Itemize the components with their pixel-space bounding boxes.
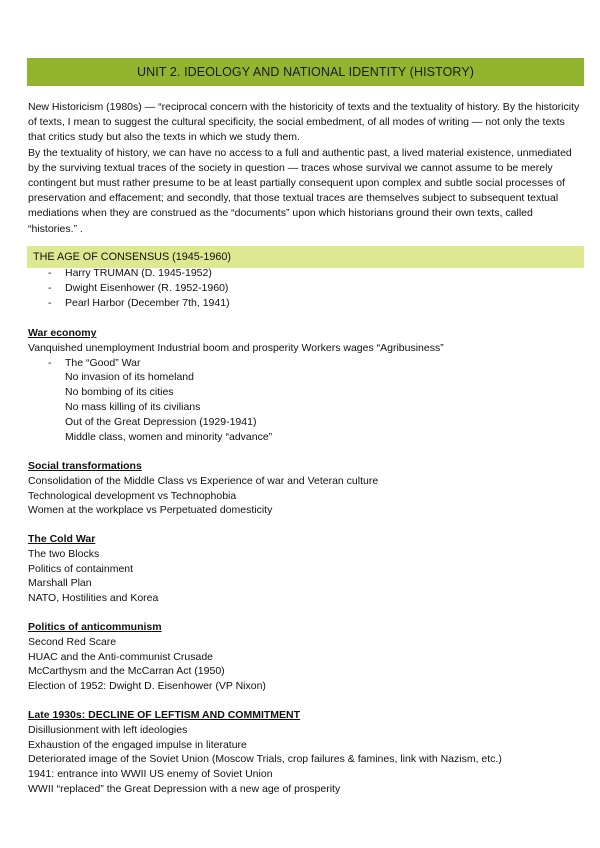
text-line: The two Blocks <box>28 547 100 560</box>
intro-paragraph: By the textuality of history, we can have no access to a full and authentic past, a lived material existence, unmediated by the surviving textual traces of the society in question — traces whose survival we cannot assume to be merely contingent but must rather presume to be at least partially consequent upon complex and subtle social processes of preservation and effacement; and secondly, that those textual traces are themselves subject to subsequent textual mediations when they are construed as the “documents” upon which historians ground their own texts, called “histories.” . <box>28 146 572 235</box>
text-line: Second Red Scare <box>28 635 117 648</box>
intro-text <box>28 100 584 237</box>
cold-war-section <box>28 532 584 606</box>
list-item: - The “Good” War <box>28 356 584 371</box>
text-line: Consolidation of the Middle Class vs Experience of war and Veteran culture <box>28 474 379 487</box>
text-line: WWII “replaced” the Great Depression with a new age of prosperity <box>28 782 341 795</box>
text-line: Election of 1952: Dwight D. Eisenhower (VP Nixon) <box>28 680 266 693</box>
text-line: McCarthysm and the McCarran Act (1950) <box>28 665 225 678</box>
sub-item: No bombing of its cities <box>65 386 174 399</box>
social-section <box>28 459 584 518</box>
text-line: Technological development vs Technophobia <box>28 489 237 502</box>
sub-item: Out of the Great Depression (1929-1941) <box>65 415 257 428</box>
text-line: Women at the workplace vs Perpetuated domesticity <box>28 504 273 517</box>
leftism-heading: Late 1930s: DECLINE OF LEFTISM AND COMMITMENT <box>28 709 301 721</box>
text-line: Deteriorated image of the Soviet Union (Moscow Trials, crop failures & famines, link with Nazism, etc.) <box>28 753 502 766</box>
war-economy-line: Vanquished unemployment Industrial boom and prosperity Workers wages “Agribusiness” <box>28 341 444 354</box>
war-economy-heading: War economy <box>28 327 97 339</box>
list-item: - Harry TRUMAN (D. 1945-1952) <box>28 266 584 281</box>
sub-item: Middle class, women and minority “advance” <box>65 430 273 443</box>
consensus-list <box>28 266 584 310</box>
text-line: 1941: entrance into WWII US enemy of Soviet Union <box>28 768 273 781</box>
text-line: Politics of containment <box>28 562 134 575</box>
list-item: - Pearl Harbor (December 7th, 1941) <box>28 296 584 311</box>
text-line: Exhaustion of the engaged impulse in literature <box>28 738 247 751</box>
sub-item: No invasion of its homeland <box>65 371 194 384</box>
intro-paragraph: New Historicism (1980s) — “reciprocal concern with the historicity of texts and the textuality of history. By the historicity of texts, I mean to suggest the cultural specificity, the social embedment, of all modes of writing — not only the texts that critics study but also the texts in which we study them. <box>28 101 580 144</box>
war-economy-section <box>28 326 584 444</box>
section-heading-consensus: THE AGE OF CONSENSUS (1945-1960) <box>27 246 584 268</box>
anticommunism-section <box>28 620 584 694</box>
text-line: HUAC and the Anti-communist Crusade <box>28 650 213 663</box>
anticommunism-heading: Politics of anticommunism <box>28 621 162 633</box>
social-heading: Social transformations <box>28 460 142 472</box>
unit-title: UNIT 2. IDEOLOGY AND NATIONAL IDENTITY (HISTORY) <box>27 58 584 86</box>
list-item: - Dwight Eisenhower (R. 1952-1960) <box>28 281 584 296</box>
text-line: NATO, Hostilities and Korea <box>28 592 159 605</box>
text-line: Marshall Plan <box>28 577 92 590</box>
text-line: Disillusionment with left ideologies <box>28 723 188 736</box>
sub-item: No mass killing of its civilians <box>65 400 201 413</box>
leftism-section <box>28 708 584 797</box>
cold-war-heading: The Cold War <box>28 533 96 545</box>
